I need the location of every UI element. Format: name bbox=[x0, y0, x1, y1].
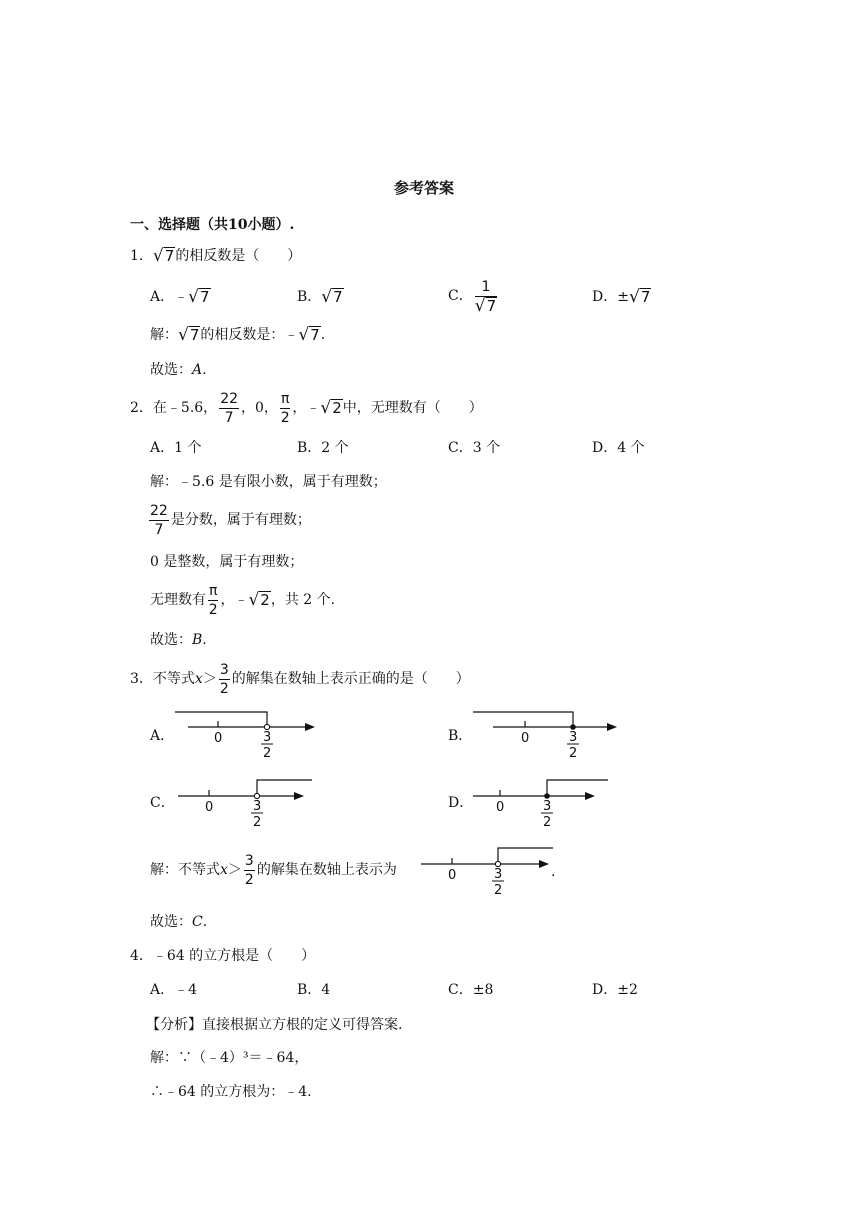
q2-option-b: B．2 个 bbox=[297, 440, 349, 456]
tick-label-num: 3 bbox=[543, 799, 552, 814]
q2-solution-3: 0 是整数，属于有理数； bbox=[150, 554, 304, 570]
tick-label-zero: 0 bbox=[205, 800, 214, 815]
q4-solution-1: 解：∵（﹣4）³＝﹣64， bbox=[150, 1050, 309, 1066]
q2-solution-2: $\frac{22}{7}$ 是分数，属于有理数； bbox=[150, 502, 311, 538]
q4-option-d: D．±2 bbox=[592, 982, 638, 998]
q4-option-a: A．﹣4 bbox=[150, 982, 198, 998]
number-line-c bbox=[175, 774, 315, 832]
question-3: 3．不等式x＞ $\frac{3}{2}$ 的解集在数轴上表示正确的是（ ） bbox=[130, 661, 470, 697]
q4-option-b: B．4 bbox=[297, 982, 331, 998]
question-4: 4．﹣64 的立方根是（ ） bbox=[130, 948, 316, 964]
tick-label-den: 2 bbox=[253, 815, 262, 830]
q1-option-d: D．± √ 7 bbox=[592, 287, 651, 307]
tick-label-zero: 0 bbox=[521, 731, 530, 746]
q1-answer: 故选：A. bbox=[150, 362, 207, 378]
q3-option-b-label: B． bbox=[448, 728, 473, 744]
tick-label-num: 3 bbox=[569, 730, 578, 745]
tick-label-zero: 0 bbox=[496, 800, 505, 815]
fraction: 1 √ 7 bbox=[474, 278, 497, 316]
q4-analysis: 【分析】直接根据立方根的定义可得答案. bbox=[146, 1017, 403, 1033]
q3-option-a-label: A． bbox=[150, 728, 175, 744]
question-number: 1． bbox=[130, 248, 153, 264]
number-line-a bbox=[170, 706, 320, 762]
q2-solution-1: 解：﹣5.6 是有限小数，属于有理数； bbox=[150, 474, 387, 490]
q1-option-a: A．﹣ √ 7 bbox=[150, 287, 210, 307]
question-2: 2．在﹣5.6， $\frac{22}{7}$ ，0， $\frac{\pi}{2}$ ，﹣ √ 2 中，无理数有（ ） bbox=[130, 390, 483, 426]
tick-label-num: 3 bbox=[494, 867, 503, 882]
number-line-b bbox=[470, 706, 620, 762]
sqrt-expression: √ 7 bbox=[152, 246, 175, 266]
tick-label-num: 3 bbox=[263, 730, 272, 745]
q4-option-c: C．±8 bbox=[448, 982, 494, 998]
tick-label-zero: 0 bbox=[448, 868, 457, 883]
question-stem: 的相反数是（ ） bbox=[175, 248, 302, 264]
q3-solution: 解：不等式x＞ $\frac{3}{2}$ 的解集在数轴上表示为 bbox=[150, 852, 397, 888]
q3-option-c-label: C． bbox=[150, 795, 175, 811]
tick-label-den: 2 bbox=[263, 746, 272, 761]
tick-label-den: 2 bbox=[494, 883, 503, 898]
q2-solution-4: 无理数有 $\frac{\pi}{2}$ ，﹣ √ 2 ，共 2 个. bbox=[150, 582, 336, 618]
q4-solution-2: ∴﹣64 的立方根为：﹣4. bbox=[150, 1084, 312, 1100]
q3-option-d-label: D． bbox=[448, 795, 474, 811]
tick-label-zero: 0 bbox=[214, 731, 223, 746]
tick-label-den: 2 bbox=[569, 746, 578, 761]
q1-option-b: B． √ 7 bbox=[297, 287, 343, 307]
number-line-solution bbox=[418, 844, 558, 902]
q2-option-c: C．3 个 bbox=[448, 440, 501, 456]
q3-solution-end: . bbox=[551, 864, 556, 880]
tick-label-num: 3 bbox=[253, 799, 262, 814]
q3-answer: 故选：C. bbox=[150, 914, 208, 930]
q2-answer: 故选：B. bbox=[150, 632, 207, 648]
q2-option-a: A．1 个 bbox=[150, 440, 202, 456]
q1-solution: 解： √ 7 的相反数是：﹣ √ 7 . bbox=[150, 325, 326, 345]
page-title: 参考答案 bbox=[394, 179, 455, 197]
section-heading: 一、选择题（共10小题）. bbox=[130, 217, 295, 233]
q1-option-c: C． 1 √ 7 bbox=[448, 278, 497, 316]
tick-label-den: 2 bbox=[543, 815, 552, 830]
question-1 bbox=[130, 246, 301, 266]
q2-option-d: D．4 个 bbox=[592, 440, 645, 456]
number-line-d bbox=[470, 774, 615, 832]
